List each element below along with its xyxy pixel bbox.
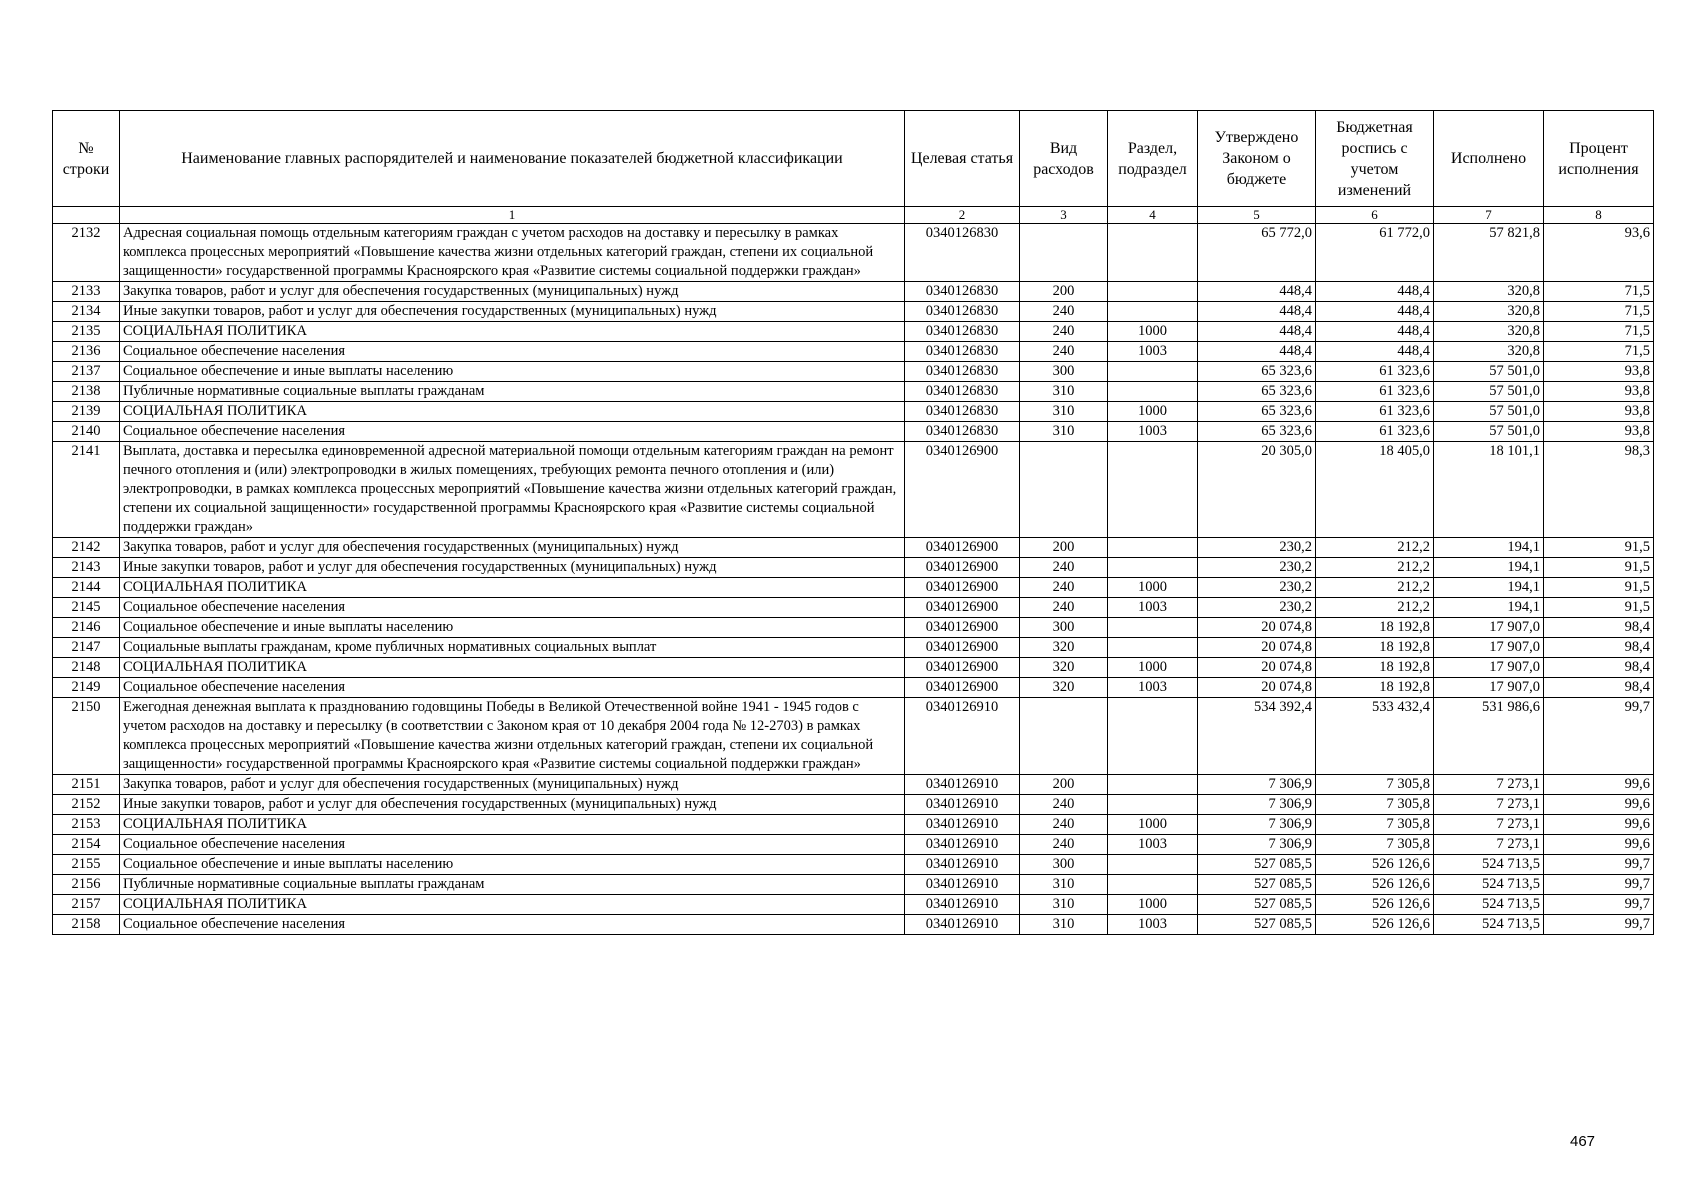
row-budget-cell: 448,4 (1316, 342, 1434, 362)
row-executed-cell: 320,8 (1434, 342, 1544, 362)
row-target-article-cell: 0340126900 (905, 578, 1020, 598)
row-approved-cell: 65 323,6 (1198, 402, 1316, 422)
row-executed-cell: 524 713,5 (1434, 875, 1544, 895)
row-target-article-cell: 0340126910 (905, 698, 1020, 775)
row-target-article-cell: 0340126830 (905, 402, 1020, 422)
row-name-cell: Иные закупки товаров, работ и услуг для обеспечения государственных (муниципальных) нужд (120, 302, 905, 322)
row-approved-cell: 7 306,9 (1198, 835, 1316, 855)
row-target-article-cell: 0340126910 (905, 915, 1020, 935)
row-section-cell: 1003 (1108, 835, 1198, 855)
row-section-cell: 1000 (1108, 658, 1198, 678)
header-approved: Утверждено Законом о бюджете (1198, 111, 1316, 207)
row-percent-cell: 99,6 (1544, 835, 1654, 855)
row-number-cell: 2153 (53, 815, 120, 835)
row-section-cell (1108, 855, 1198, 875)
row-number-cell: 2141 (53, 442, 120, 538)
row-number-cell: 2157 (53, 895, 120, 915)
row-percent-cell: 98,4 (1544, 638, 1654, 658)
row-approved-cell: 527 085,5 (1198, 895, 1316, 915)
row-percent-cell: 91,5 (1544, 558, 1654, 578)
row-executed-cell: 17 907,0 (1434, 678, 1544, 698)
row-name-cell: СОЦИАЛЬНАЯ ПОЛИТИКА (120, 402, 905, 422)
row-approved-cell: 230,2 (1198, 538, 1316, 558)
row-executed-cell: 7 273,1 (1434, 835, 1544, 855)
row-budget-cell: 61 323,6 (1316, 402, 1434, 422)
row-approved-cell: 20 305,0 (1198, 442, 1316, 538)
row-executed-cell: 57 501,0 (1434, 362, 1544, 382)
row-executed-cell: 7 273,1 (1434, 775, 1544, 795)
row-number-cell: 2144 (53, 578, 120, 598)
row-section-cell (1108, 302, 1198, 322)
row-executed-cell: 194,1 (1434, 538, 1544, 558)
row-target-article-cell: 0340126830 (905, 302, 1020, 322)
row-name-cell: Социальное обеспечение и иные выплаты населению (120, 618, 905, 638)
row-budget-cell: 7 305,8 (1316, 795, 1434, 815)
table-row (53, 658, 1654, 678)
row-section-cell (1108, 224, 1198, 282)
row-approved-cell: 7 306,9 (1198, 795, 1316, 815)
row-percent-cell: 98,3 (1544, 442, 1654, 538)
row-expense-type-cell: 200 (1020, 538, 1108, 558)
row-approved-cell: 534 392,4 (1198, 698, 1316, 775)
row-number-cell: 2146 (53, 618, 120, 638)
budget-table (52, 110, 1654, 935)
table-row (53, 558, 1654, 578)
row-executed-cell: 7 273,1 (1434, 815, 1544, 835)
row-executed-cell: 320,8 (1434, 302, 1544, 322)
row-target-article-cell: 0340126900 (905, 442, 1020, 538)
row-number-cell: 2135 (53, 322, 120, 342)
row-number-cell: 2138 (53, 382, 120, 402)
row-budget-cell: 526 126,6 (1316, 915, 1434, 935)
row-approved-cell: 527 085,5 (1198, 915, 1316, 935)
header-budget-list: Бюджетная роспись с учетом изменений (1316, 111, 1434, 207)
row-budget-cell: 533 432,4 (1316, 698, 1434, 775)
row-executed-cell: 531 986,6 (1434, 698, 1544, 775)
row-budget-cell: 18 192,8 (1316, 658, 1434, 678)
row-executed-cell: 320,8 (1434, 282, 1544, 302)
row-expense-type-cell (1020, 442, 1108, 538)
row-percent-cell: 71,5 (1544, 302, 1654, 322)
row-percent-cell: 71,5 (1544, 282, 1654, 302)
row-expense-type-cell: 320 (1020, 678, 1108, 698)
column-number: 7 (1434, 207, 1544, 224)
row-approved-cell: 20 074,8 (1198, 618, 1316, 638)
row-section-cell (1108, 558, 1198, 578)
row-expense-type-cell: 320 (1020, 658, 1108, 678)
table-row (53, 855, 1654, 875)
row-budget-cell: 18 192,8 (1316, 678, 1434, 698)
row-percent-cell: 99,6 (1544, 815, 1654, 835)
row-approved-cell: 65 323,6 (1198, 382, 1316, 402)
row-expense-type-cell: 240 (1020, 558, 1108, 578)
row-number-cell: 2151 (53, 775, 120, 795)
table-row (53, 578, 1654, 598)
row-name-cell: Закупка товаров, работ и услуг для обеспечения государственных (муниципальных) нужд (120, 775, 905, 795)
row-approved-cell: 230,2 (1198, 598, 1316, 618)
row-approved-cell: 7 306,9 (1198, 775, 1316, 795)
row-expense-type-cell: 240 (1020, 835, 1108, 855)
row-budget-cell: 61 323,6 (1316, 362, 1434, 382)
row-name-cell: СОЦИАЛЬНАЯ ПОЛИТИКА (120, 658, 905, 678)
row-percent-cell: 93,6 (1544, 224, 1654, 282)
row-expense-type-cell: 300 (1020, 362, 1108, 382)
row-percent-cell: 71,5 (1544, 322, 1654, 342)
row-approved-cell: 527 085,5 (1198, 855, 1316, 875)
table-row (53, 362, 1654, 382)
row-number-cell: 2140 (53, 422, 120, 442)
row-budget-cell: 61 323,6 (1316, 422, 1434, 442)
row-percent-cell: 99,6 (1544, 775, 1654, 795)
row-executed-cell: 57 501,0 (1434, 382, 1544, 402)
row-number-cell: 2142 (53, 538, 120, 558)
row-percent-cell: 93,8 (1544, 362, 1654, 382)
row-section-cell: 1000 (1108, 322, 1198, 342)
row-percent-cell: 91,5 (1544, 538, 1654, 558)
row-number-cell: 2150 (53, 698, 120, 775)
row-expense-type-cell: 200 (1020, 775, 1108, 795)
row-executed-cell: 7 273,1 (1434, 795, 1544, 815)
row-percent-cell: 93,8 (1544, 422, 1654, 442)
row-budget-cell: 18 192,8 (1316, 618, 1434, 638)
row-name-cell: Адресная социальная помощь отдельным категориям граждан с учетом расходов на доставку и пересылку в рамках комплекса процессных мероприятий «Повышение качества жизни отдельных категорий граждан, степени их социальной защищенности» государственной программы Красноярского края «Развитие системы социальной поддержки граждан» (120, 224, 905, 282)
row-expense-type-cell: 310 (1020, 402, 1108, 422)
row-name-cell: Социальное обеспечение населения (120, 422, 905, 442)
row-approved-cell: 448,4 (1198, 342, 1316, 362)
row-section-cell: 1003 (1108, 678, 1198, 698)
row-target-article-cell: 0340126830 (905, 322, 1020, 342)
row-section-cell (1108, 698, 1198, 775)
row-approved-cell: 7 306,9 (1198, 815, 1316, 835)
table-row (53, 382, 1654, 402)
table-row (53, 402, 1654, 422)
row-target-article-cell: 0340126910 (905, 855, 1020, 875)
row-expense-type-cell (1020, 224, 1108, 282)
row-target-article-cell: 0340126830 (905, 362, 1020, 382)
row-executed-cell: 57 821,8 (1434, 224, 1544, 282)
row-expense-type-cell: 240 (1020, 815, 1108, 835)
row-budget-cell: 61 323,6 (1316, 382, 1434, 402)
row-percent-cell: 99,6 (1544, 795, 1654, 815)
row-percent-cell: 91,5 (1544, 598, 1654, 618)
row-executed-cell: 320,8 (1434, 322, 1544, 342)
row-name-cell: Социальное обеспечение населения (120, 678, 905, 698)
column-number: 4 (1108, 207, 1198, 224)
column-number: 2 (905, 207, 1020, 224)
row-percent-cell: 99,7 (1544, 895, 1654, 915)
row-approved-cell: 448,4 (1198, 322, 1316, 342)
row-budget-cell: 212,2 (1316, 598, 1434, 618)
row-number-cell: 2133 (53, 282, 120, 302)
row-target-article-cell: 0340126910 (905, 835, 1020, 855)
row-target-article-cell: 0340126830 (905, 224, 1020, 282)
row-name-cell: Социальное обеспечение и иные выплаты населению (120, 362, 905, 382)
header-row-number: № строки (53, 111, 120, 207)
row-number-cell: 2134 (53, 302, 120, 322)
row-target-article-cell: 0340126830 (905, 422, 1020, 442)
row-number-cell: 2156 (53, 875, 120, 895)
header-executed: Исполнено (1434, 111, 1544, 207)
row-name-cell: Иные закупки товаров, работ и услуг для обеспечения государственных (муниципальных) нужд (120, 558, 905, 578)
row-approved-cell: 20 074,8 (1198, 638, 1316, 658)
table-body (53, 224, 1654, 935)
table-row (53, 795, 1654, 815)
row-number-cell: 2136 (53, 342, 120, 362)
row-expense-type-cell: 240 (1020, 578, 1108, 598)
header-percent: Процент исполнения (1544, 111, 1654, 207)
table-row (53, 538, 1654, 558)
table-row (53, 678, 1654, 698)
row-name-cell: Социальные выплаты гражданам, кроме публичных нормативных социальных выплат (120, 638, 905, 658)
header-expense-type: Вид расходов (1020, 111, 1108, 207)
row-section-cell: 1003 (1108, 915, 1198, 935)
table-row (53, 422, 1654, 442)
row-expense-type-cell: 320 (1020, 638, 1108, 658)
row-budget-cell: 448,4 (1316, 282, 1434, 302)
row-executed-cell: 524 713,5 (1434, 895, 1544, 915)
row-approved-cell: 230,2 (1198, 558, 1316, 578)
row-name-cell: Социальное обеспечение населения (120, 342, 905, 362)
row-section-cell: 1003 (1108, 342, 1198, 362)
table-row (53, 322, 1654, 342)
table-row (53, 815, 1654, 835)
row-percent-cell: 99,7 (1544, 698, 1654, 775)
row-target-article-cell: 0340126910 (905, 815, 1020, 835)
table-row (53, 302, 1654, 322)
row-percent-cell: 99,7 (1544, 875, 1654, 895)
row-expense-type-cell: 310 (1020, 895, 1108, 915)
row-name-cell: СОЦИАЛЬНАЯ ПОЛИТИКА (120, 322, 905, 342)
row-number-cell: 2158 (53, 915, 120, 935)
row-expense-type-cell: 300 (1020, 618, 1108, 638)
row-name-cell: СОЦИАЛЬНАЯ ПОЛИТИКА (120, 815, 905, 835)
row-budget-cell: 7 305,8 (1316, 835, 1434, 855)
row-expense-type-cell (1020, 698, 1108, 775)
row-section-cell (1108, 282, 1198, 302)
row-approved-cell: 65 323,6 (1198, 422, 1316, 442)
row-percent-cell: 98,4 (1544, 618, 1654, 638)
header-name: Наименование главных распорядителей и наименование показателей бюджетной классификации (120, 111, 905, 207)
row-target-article-cell: 0340126900 (905, 598, 1020, 618)
row-section-cell (1108, 638, 1198, 658)
row-name-cell: Выплата, доставка и пересылка единовременной адресной материальной помощи отдельным категориям граждан на ремонт печного отопления и (или) электропроводки в жилых помещениях, требующих ремонта печного отопления и (или) электропроводки, в рамках комплекса процессных мероприятий «Повышение качества жизни отдельных категорий граждан, степени их социальной защищенности» государственной программы Красноярского края «Развитие системы социальной поддержки граждан» (120, 442, 905, 538)
table-row (53, 342, 1654, 362)
row-budget-cell: 448,4 (1316, 322, 1434, 342)
table-header-row (53, 111, 1654, 207)
row-target-article-cell: 0340126900 (905, 538, 1020, 558)
row-percent-cell: 99,7 (1544, 915, 1654, 935)
table-row (53, 775, 1654, 795)
row-budget-cell: 18 405,0 (1316, 442, 1434, 538)
table-row (53, 618, 1654, 638)
row-approved-cell: 448,4 (1198, 302, 1316, 322)
header-section: Раздел, подраздел (1108, 111, 1198, 207)
row-percent-cell: 93,8 (1544, 382, 1654, 402)
row-target-article-cell: 0340126900 (905, 618, 1020, 638)
row-section-cell: 1000 (1108, 578, 1198, 598)
row-section-cell (1108, 775, 1198, 795)
row-executed-cell: 17 907,0 (1434, 618, 1544, 638)
row-name-cell: Социальное обеспечение населения (120, 835, 905, 855)
table-row (53, 698, 1654, 775)
row-percent-cell: 98,4 (1544, 658, 1654, 678)
row-budget-cell: 212,2 (1316, 558, 1434, 578)
table-row (53, 638, 1654, 658)
page-number: 467 (1570, 1133, 1596, 1150)
row-budget-cell: 526 126,6 (1316, 875, 1434, 895)
column-number: 5 (1198, 207, 1316, 224)
row-budget-cell: 61 772,0 (1316, 224, 1434, 282)
column-number: 1 (120, 207, 905, 224)
row-section-cell (1108, 442, 1198, 538)
row-name-cell: СОЦИАЛЬНАЯ ПОЛИТИКА (120, 895, 905, 915)
row-expense-type-cell: 240 (1020, 322, 1108, 342)
row-percent-cell: 99,7 (1544, 855, 1654, 875)
row-executed-cell: 524 713,5 (1434, 915, 1544, 935)
row-approved-cell: 527 085,5 (1198, 875, 1316, 895)
row-section-cell: 1000 (1108, 402, 1198, 422)
row-name-cell: Публичные нормативные социальные выплаты гражданам (120, 875, 905, 895)
row-target-article-cell: 0340126830 (905, 342, 1020, 362)
column-number-row (53, 207, 1654, 224)
column-number: 6 (1316, 207, 1434, 224)
row-approved-cell: 65 772,0 (1198, 224, 1316, 282)
table-row (53, 875, 1654, 895)
row-section-cell (1108, 538, 1198, 558)
row-number-cell: 2147 (53, 638, 120, 658)
table-row (53, 895, 1654, 915)
row-expense-type-cell: 240 (1020, 342, 1108, 362)
table-row (53, 224, 1654, 282)
row-expense-type-cell: 240 (1020, 598, 1108, 618)
header-target-article: Целевая статья (905, 111, 1020, 207)
row-number-cell: 2143 (53, 558, 120, 578)
row-executed-cell: 17 907,0 (1434, 638, 1544, 658)
row-budget-cell: 212,2 (1316, 538, 1434, 558)
row-percent-cell: 91,5 (1544, 578, 1654, 598)
row-expense-type-cell: 310 (1020, 382, 1108, 402)
row-number-cell: 2149 (53, 678, 120, 698)
row-executed-cell: 524 713,5 (1434, 855, 1544, 875)
row-target-article-cell: 0340126910 (905, 895, 1020, 915)
row-target-article-cell: 0340126830 (905, 282, 1020, 302)
row-executed-cell: 194,1 (1434, 558, 1544, 578)
row-executed-cell: 57 501,0 (1434, 402, 1544, 422)
row-expense-type-cell: 200 (1020, 282, 1108, 302)
table-row (53, 598, 1654, 618)
row-executed-cell: 57 501,0 (1434, 422, 1544, 442)
row-section-cell: 1000 (1108, 815, 1198, 835)
row-expense-type-cell: 310 (1020, 915, 1108, 935)
row-name-cell: Ежегодная денежная выплата к празднованию годовщины Победы в Великой Отечественной войне 1941 - 1945 годов с учетом расходов на доставку и пересылку (в соответствии с Законом края от 10 декабря 2004 года № 12-2703) в рамках комплекса процессных мероприятий «Повышение качества жизни отдельных категорий граждан, степени их социальной защищенности» государственной программы Красноярского края «Развитие системы социальной поддержки граждан» (120, 698, 905, 775)
row-target-article-cell: 0340126910 (905, 775, 1020, 795)
row-budget-cell: 212,2 (1316, 578, 1434, 598)
row-number-cell: 2137 (53, 362, 120, 382)
row-target-article-cell: 0340126910 (905, 795, 1020, 815)
row-expense-type-cell: 240 (1020, 302, 1108, 322)
row-section-cell (1108, 795, 1198, 815)
row-section-cell: 1003 (1108, 598, 1198, 618)
row-section-cell (1108, 382, 1198, 402)
row-percent-cell: 98,4 (1544, 678, 1654, 698)
table-row (53, 442, 1654, 538)
row-approved-cell: 20 074,8 (1198, 678, 1316, 698)
row-name-cell: Социальное обеспечение и иные выплаты населению (120, 855, 905, 875)
row-executed-cell: 17 907,0 (1434, 658, 1544, 678)
row-expense-type-cell: 310 (1020, 875, 1108, 895)
row-approved-cell: 20 074,8 (1198, 658, 1316, 678)
row-target-article-cell: 0340126900 (905, 658, 1020, 678)
row-approved-cell: 65 323,6 (1198, 362, 1316, 382)
row-approved-cell: 448,4 (1198, 282, 1316, 302)
row-budget-cell: 7 305,8 (1316, 775, 1434, 795)
row-target-article-cell: 0340126910 (905, 875, 1020, 895)
row-number-cell: 2148 (53, 658, 120, 678)
column-number: 8 (1544, 207, 1654, 224)
row-budget-cell: 448,4 (1316, 302, 1434, 322)
row-percent-cell: 71,5 (1544, 342, 1654, 362)
row-name-cell: СОЦИАЛЬНАЯ ПОЛИТИКА (120, 578, 905, 598)
row-number-cell: 2145 (53, 598, 120, 618)
row-target-article-cell: 0340126900 (905, 558, 1020, 578)
row-name-cell: Социальное обеспечение населения (120, 915, 905, 935)
row-percent-cell: 93,8 (1544, 402, 1654, 422)
row-section-cell (1108, 362, 1198, 382)
row-section-cell: 1000 (1108, 895, 1198, 915)
row-approved-cell: 230,2 (1198, 578, 1316, 598)
row-section-cell: 1003 (1108, 422, 1198, 442)
row-name-cell: Закупка товаров, работ и услуг для обеспечения государственных (муниципальных) нужд (120, 538, 905, 558)
row-name-cell: Иные закупки товаров, работ и услуг для обеспечения государственных (муниципальных) нужд (120, 795, 905, 815)
row-expense-type-cell: 310 (1020, 422, 1108, 442)
row-number-cell: 2152 (53, 795, 120, 815)
row-expense-type-cell: 300 (1020, 855, 1108, 875)
column-number-empty (53, 207, 120, 224)
row-name-cell: Публичные нормативные социальные выплаты гражданам (120, 382, 905, 402)
row-target-article-cell: 0340126900 (905, 638, 1020, 658)
row-section-cell (1108, 618, 1198, 638)
row-number-cell: 2139 (53, 402, 120, 422)
row-name-cell: Закупка товаров, работ и услуг для обеспечения государственных (муниципальных) нужд (120, 282, 905, 302)
row-budget-cell: 18 192,8 (1316, 638, 1434, 658)
row-expense-type-cell: 240 (1020, 795, 1108, 815)
row-budget-cell: 526 126,6 (1316, 855, 1434, 875)
table-row (53, 835, 1654, 855)
table-row (53, 282, 1654, 302)
row-executed-cell: 194,1 (1434, 598, 1544, 618)
row-executed-cell: 194,1 (1434, 578, 1544, 598)
row-target-article-cell: 0340126900 (905, 678, 1020, 698)
table-row (53, 915, 1654, 935)
row-name-cell: Социальное обеспечение населения (120, 598, 905, 618)
row-budget-cell: 7 305,8 (1316, 815, 1434, 835)
row-budget-cell: 526 126,6 (1316, 895, 1434, 915)
row-number-cell: 2154 (53, 835, 120, 855)
row-target-article-cell: 0340126830 (905, 382, 1020, 402)
row-number-cell: 2132 (53, 224, 120, 282)
row-executed-cell: 18 101,1 (1434, 442, 1544, 538)
column-number: 3 (1020, 207, 1108, 224)
row-section-cell (1108, 875, 1198, 895)
row-number-cell: 2155 (53, 855, 120, 875)
